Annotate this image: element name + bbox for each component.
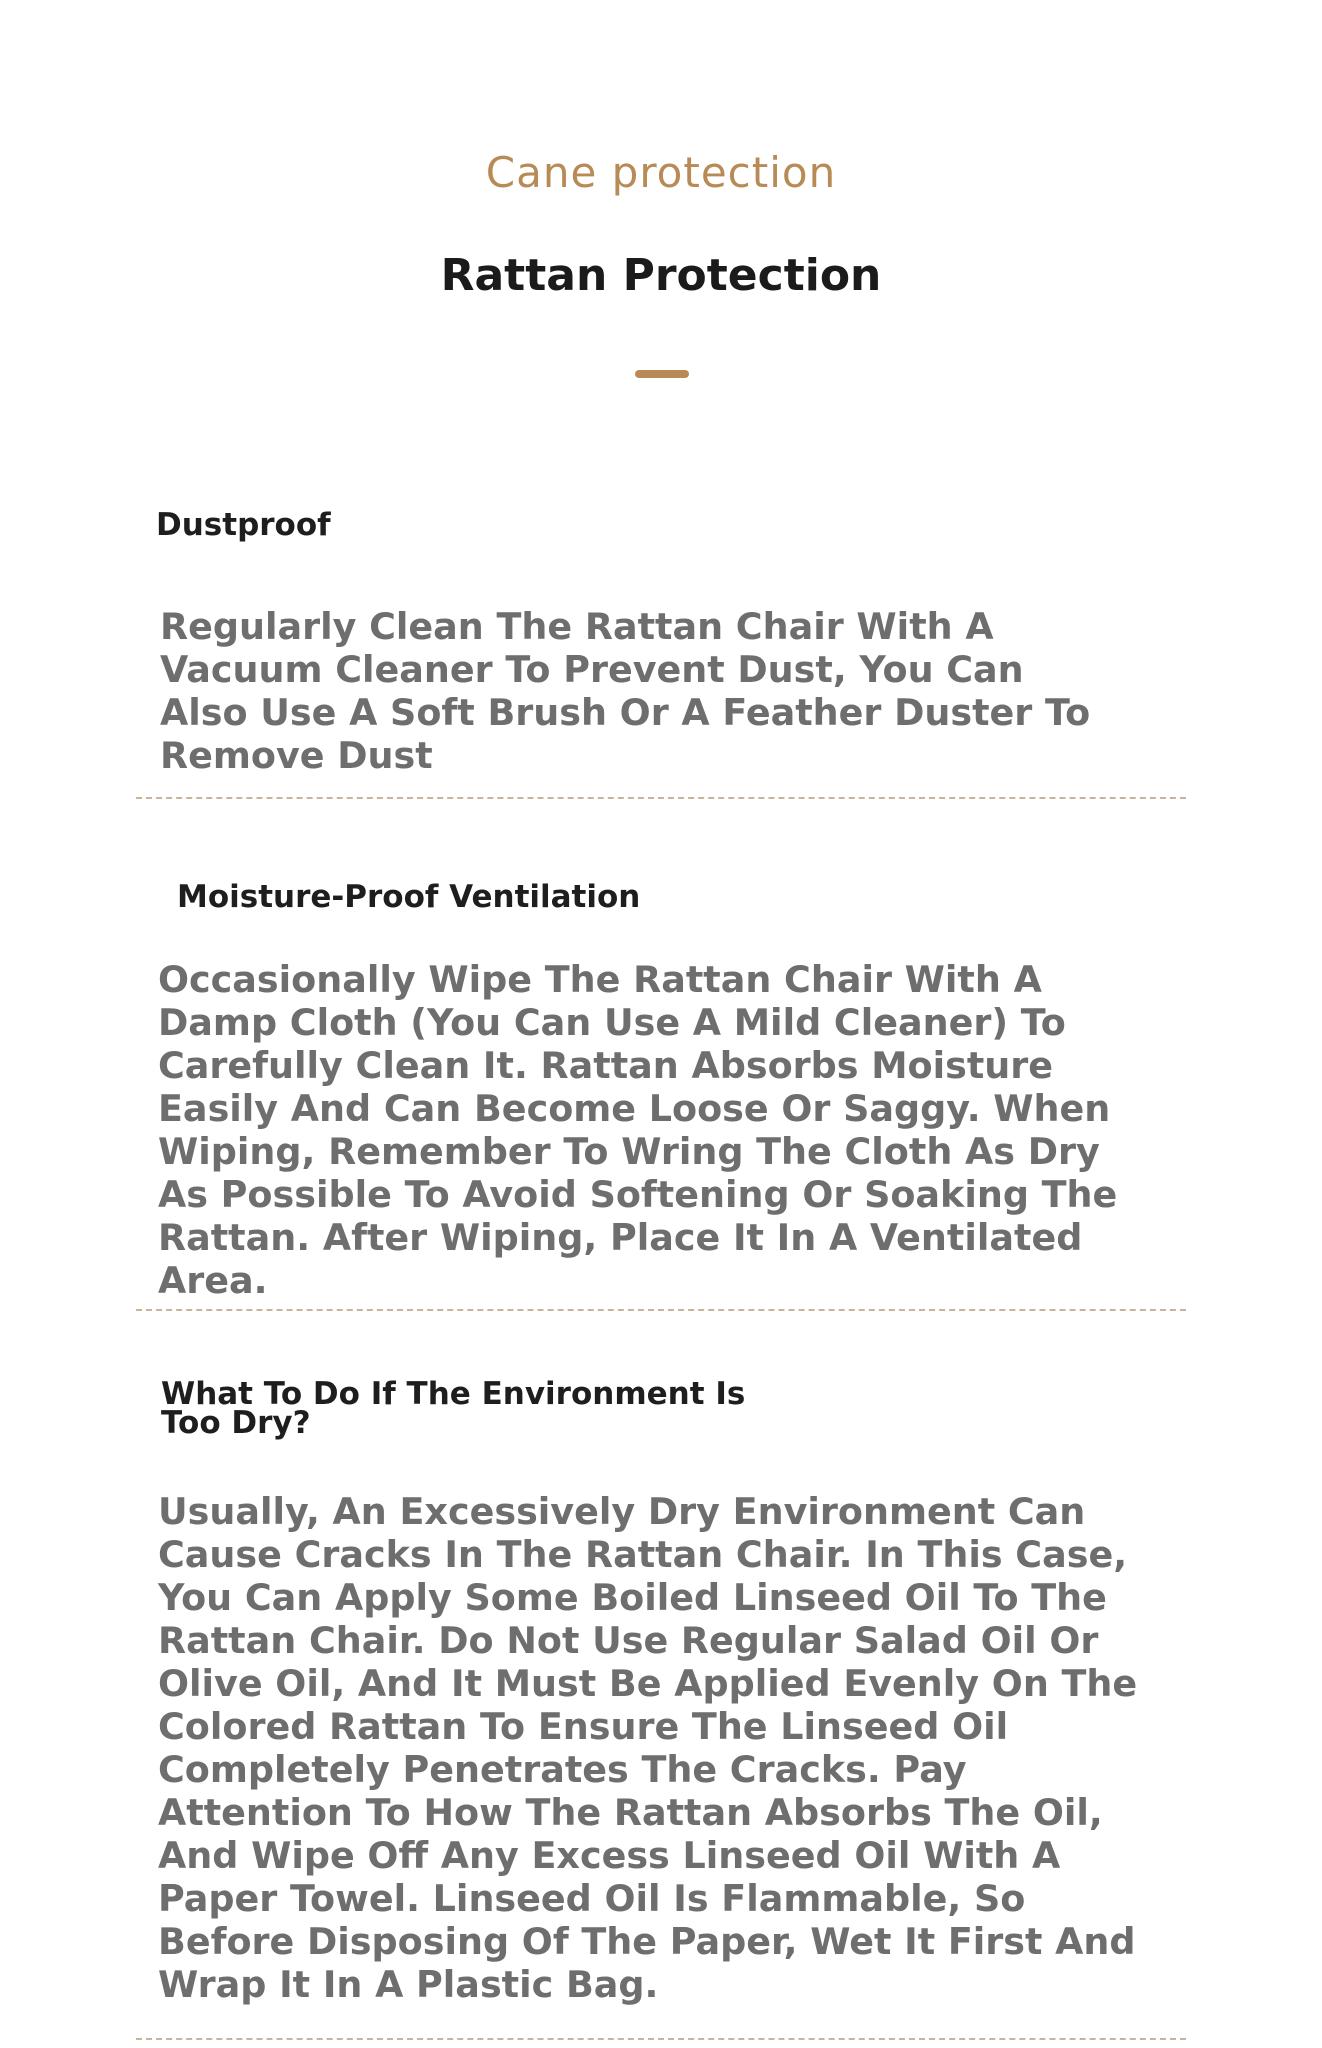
title-accent-bar: [635, 370, 689, 378]
section-body-too-dry: Usually, An Excessively Dry Environment Can Cause Cracks In The Rattan Chair. In This Case, You Can Apply Some Boiled Linseed Oil To The Rattan Chair. Do Not Use Regular Salad Oil Or Olive Oil, And It Must Be Applied Evenly On The Colored Rattan To Ensure The Linseed Oil Completely Penetrates The Cracks. Pay Attention To How The Rattan Absorbs The Oil, And Wipe Off Any Excess Linseed Oil With A Paper Towel. Linseed Oil Is Flammable, So Before Disposing Of The Paper, Wet It First And Wrap It In A Plastic Bag.: [158, 1490, 1138, 2006]
section-body-moisture-proof: Occasionally Wipe The Rattan Chair With A Damp Cloth (You Can Use A Mild Cleaner) To Carefully Clean It. Rattan Absorbs Moisture Easily And Can Become Loose Or Saggy. When Wiping, Remember To Wring The Cloth As Dry As Possible To Avoid Softening Or Soaking The Rattan. After Wiping, Place It In A Ventilated Area.: [158, 958, 1118, 1302]
page-subtitle: Cane protection: [485, 148, 837, 197]
page-title: Rattan Protection: [440, 250, 882, 301]
section-heading-moisture-proof: Moisture-Proof Ventilation: [177, 879, 641, 915]
section-divider: [136, 797, 1186, 799]
section-heading-dustproof: Dustproof: [156, 507, 331, 543]
section-divider: [136, 2038, 1186, 2040]
section-divider: [136, 1309, 1186, 1311]
section-heading-too-dry: What To Do If The Environment Is Too Dry?: [161, 1376, 746, 1441]
section-body-dustproof: Regularly Clean The Rattan Chair With A Vacuum Cleaner To Prevent Dust, You Can Also Use A Soft Brush Or A Feather Duster To Remove Dust: [160, 605, 1091, 777]
